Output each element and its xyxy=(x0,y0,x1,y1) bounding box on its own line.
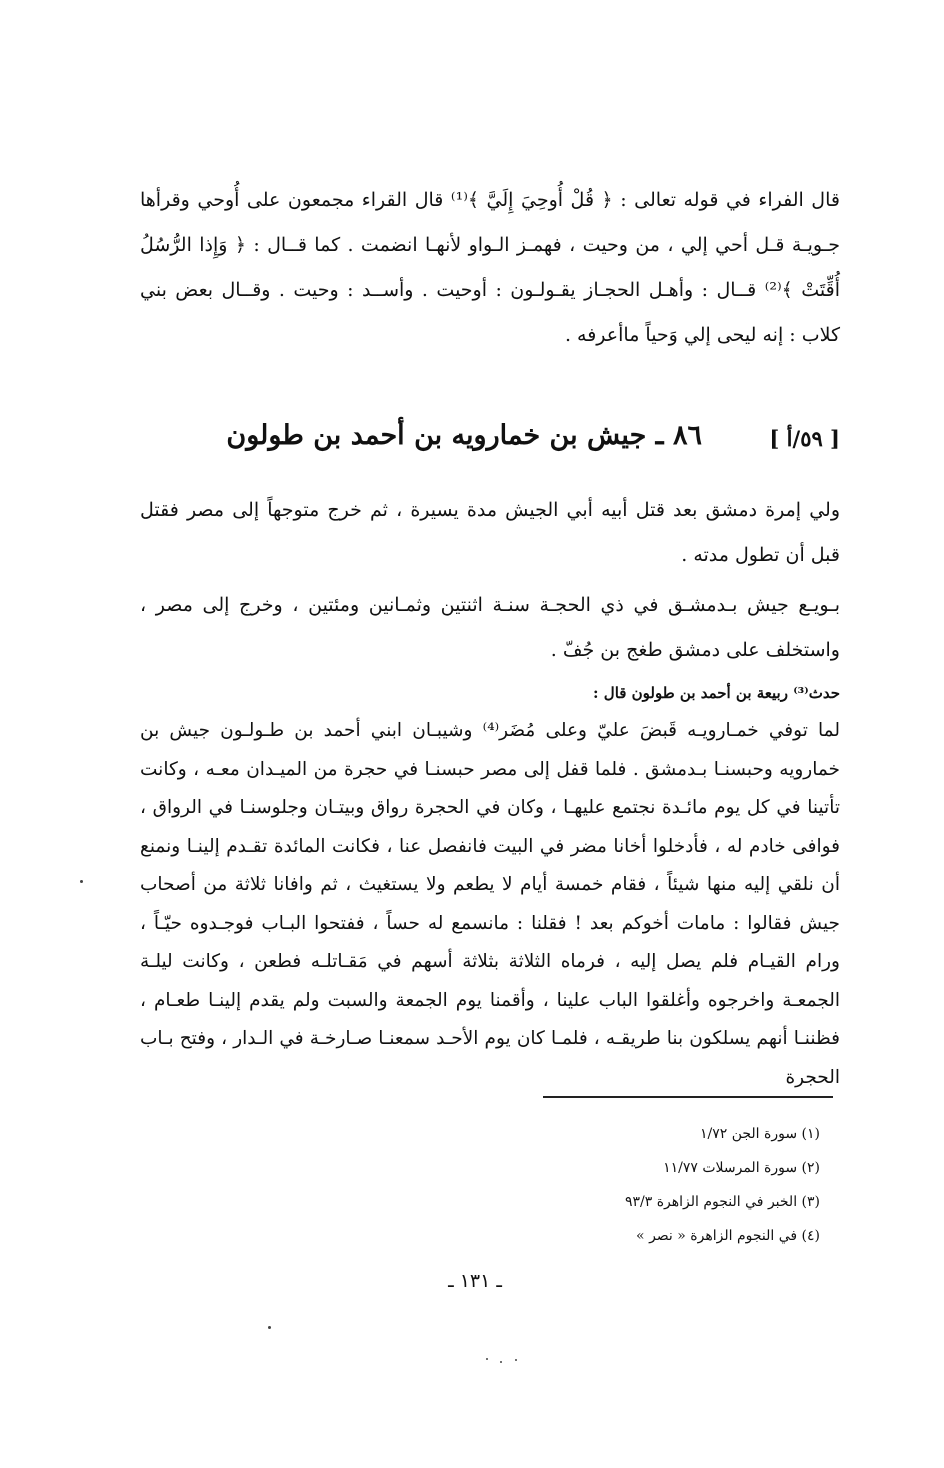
entry-heading xyxy=(140,420,840,470)
scan-speck xyxy=(486,1358,488,1360)
narrator-line: حدث⁽³⁾ ربيعة بن أحمد بن طولون قال : xyxy=(593,684,840,702)
page-number: ـ ١٣١ ـ xyxy=(448,1270,502,1292)
footnote-3: (٣) الخبر في النجوم الزاهرة ٩٣/٣ xyxy=(624,1194,820,1210)
scan-speck xyxy=(268,1326,271,1329)
folio-reference: [ ٥٩/أ ] xyxy=(769,426,840,451)
footnote-divider xyxy=(543,1096,833,1098)
paragraph-narration: لما توفي خمـارويـه قَبضَ عليّ وعلى مُضَر⁽⁴⁾ وشيبـان ابني أحمد بن طـولـون جيش بن خمارويه وحبسنـا بـدمشق . فلما قفل إلى مصر حبسنـا في حجرة من الميـدان معـه ، وكانت تأتينا في كل يوم مائـدة نجتمع عليهـا ، وكان في الحجرة رواق وبيتـان وجلوسنـا في الرواق ، فوافى خادم له ، فأدخلوا أخانا مضر في البيت فانفصل عنا ، فكانت المائدة تقـدم إلينـا ونمنع أن نلقي إليه منها شيئاً ، فقام خمسة أيام لا يطعم ولا يستغيث ، ثم وافانا ثلاثة من أصحاب جيش فقالوا : مامات أخوكم بعد ! فقلنا : مانسمع له حساً ، ففتحوا البـاب فوجـدوه حيّـاً ، ورام القيـام فلم يصل إليه ، فرماه الثلاثة بثلاثة أسهم في مَقـاتلـه فطعن ، وكانت ليلـة الجمعـة واخرجوه وأغلقوا الباب علينا ، وأقمنا يوم الجمعة والسبت ولم يقدم إلينـا طعـام ، فظننـا أنهم يسلكون بنا طريقـه ، فلمـا كان يوم الأحـد سمعنـا صـارخـة في الـدار ، وفتح بـاب الحجرة xyxy=(140,720,840,1088)
scan-speck xyxy=(500,1361,502,1363)
intro-paragraph: قال الفراء في قوله تعالى : ﴿ قُلْ أُوحِيَ إِلَيَّ ﴾⁽¹⁾ قال القراء مجمعون على أُوحي وقرأها جـويـة قـل أحي إلي ، من وحيت ، فهمـز الـواو لأنهـا انضمت . كما قــال : ﴿ وَإِذا الرُّسُلُ أُقِّتَتْ ﴾⁽²⁾ قــال : وأهـل الحجـاز يقـولـون : أوحيت . وأســد : وحيت . وقــال بعض بني كلاب : إنه ليحى إلي وَحياً ماأعرفه . xyxy=(140,189,840,346)
paragraph-governorship: ولي إمرة دمشق بعد قتل أبيه أبي الجيش مدة يسيرة ، ثم خرج متوجهاً إلى مصر فقتل قبل أن تطول مدته . xyxy=(140,499,840,566)
scan-speck xyxy=(515,1359,517,1361)
footnote-4: (٤) في النجوم الزاهرة « نصر » xyxy=(636,1228,820,1244)
footnote-2: (٢) سورة المرسلات ١١/٧٧ xyxy=(663,1160,820,1176)
entry-title: ٨٦ ـ جيش بن خمارويه بن أحمد بن طولون xyxy=(226,420,702,451)
scan-speck xyxy=(80,880,83,883)
footnote-1: (١) سورة الجن ١/٧٢ xyxy=(699,1126,820,1142)
paragraph-allegiance: بـويـع جيش بـدمشـق في ذي الحجـة سنـة اثنتين وثمـانين ومئتين ، وخرج إلى مصر ، واستخلف على دمشق طغج بن جُفّ . xyxy=(140,594,840,661)
